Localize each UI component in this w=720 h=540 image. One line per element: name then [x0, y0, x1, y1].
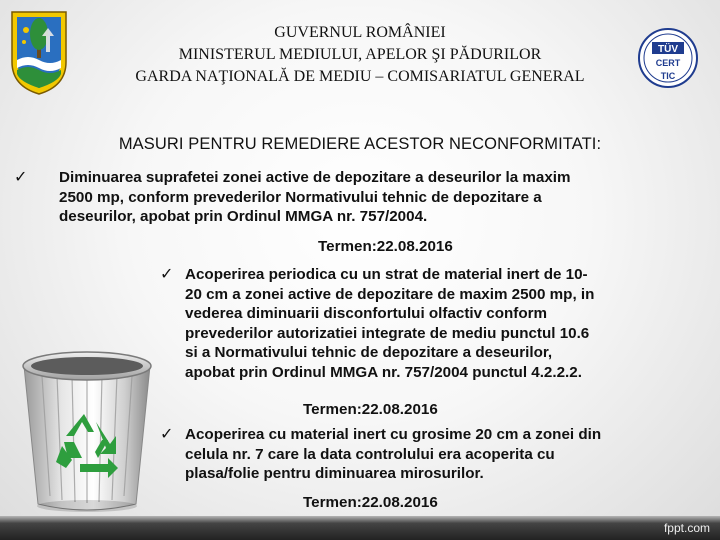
measure-line: prevederilor autorizatiei integrate de mediu punctul 10.6: [185, 324, 590, 342]
checkmark-icon: ✓: [14, 169, 28, 186]
tuv-logo-top-text: TÜV: [658, 44, 678, 55]
tuv-logo-bottom-text: TIC: [660, 71, 676, 81]
tuv-cert-logo: [638, 20, 698, 98]
checkmark-icon: ✓: [160, 266, 174, 283]
measure-line: Acoperirea periodica cu un strat de material inert de 10-: [185, 266, 588, 283]
measure-line: Diminuarea suprafetei zonei active de depozitare a deseurilor la maxim: [59, 169, 571, 186]
header-line-agency: GARDA NAŢIONALĂ DE MEDIU – COMISARIATUL GENERAL: [135, 68, 585, 85]
measure-line: si a Normativului tehnic de depozitare a deseurilor,: [185, 344, 553, 362]
measure-line: 2500 mp, conform prevederilor Normativului tehnic de depozitare a: [59, 188, 542, 206]
deadline-3: Termen:22.08.2016: [303, 494, 438, 511]
measure-line: Acoperirea cu material inert cu grosime 20 cm a zonei din: [185, 426, 602, 443]
measure-line: deseurilor, apobat prin Ordinul MMGA nr. 757/2004.: [59, 208, 428, 226]
header-line-government: GUVERNUL ROMÂNIEI: [274, 24, 446, 41]
header: [0, 22, 720, 88]
tuv-logo-mid-text: CERT: [655, 58, 681, 68]
deadline-1: Termen:22.08.2016: [318, 238, 453, 255]
section-heading: MASURI PENTRU REMEDIERE ACESTOR NECONFORMITATI:: [118, 135, 602, 153]
footer-credit: fppt.com: [663, 521, 710, 535]
tuv-seal-icon: [638, 20, 698, 98]
measure-line: celula nr. 7 care la data controlului era acoperita cu: [185, 445, 555, 463]
measure-line: 20 cm a zonei active de depozitare de maxim 2500 mp, in: [185, 285, 595, 303]
measure-line: plasa/folie pentru diminuarea mirosurilor.: [185, 465, 484, 483]
footer-bar: [0, 516, 720, 540]
checkmark-icon: ✓: [160, 426, 174, 443]
measure-line: vederea diminuarii disconfortului olfactiv conform: [185, 305, 548, 323]
measure-line: apobat prin Ordinul MMGA nr. 757/2004 punctul 4.2.2.2.: [185, 363, 582, 381]
measure-item-3-text: [185, 425, 601, 484]
recycle-bin-icon: [12, 336, 162, 518]
deadline-2: Termen:22.08.2016: [303, 401, 438, 418]
measure-item-1-text: [59, 168, 571, 227]
header-line-ministry: MINISTERUL MEDIULUI, APELOR ŞI PĂDURILOR: [178, 46, 542, 63]
measure-item-2-text: [185, 265, 594, 383]
